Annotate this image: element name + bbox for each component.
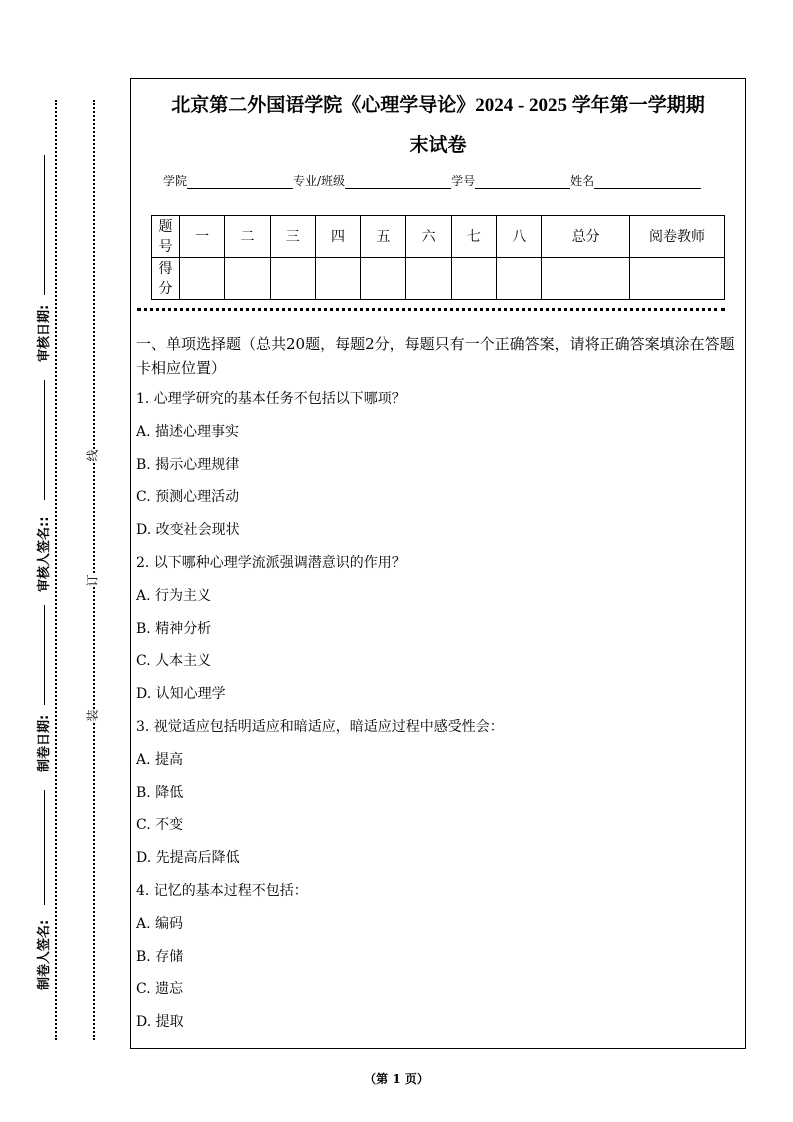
answer-option: B. 降低 — [136, 784, 184, 801]
score-cell[interactable] — [542, 258, 630, 300]
score-cell[interactable] — [451, 258, 496, 300]
answer-option: A. 提高 — [136, 751, 184, 768]
student-id-label: 学号 — [451, 174, 476, 188]
student-id-field[interactable] — [475, 175, 570, 189]
student-info — [163, 172, 701, 189]
reviewer-sign-line — [44, 380, 45, 500]
make-date-line — [44, 605, 45, 705]
answer-option: A. 描述心理事实 — [136, 423, 240, 440]
answer-option: C. 遗忘 — [136, 981, 184, 998]
score-header-cell: 三 — [270, 216, 315, 258]
score-header-cell: 一 — [180, 216, 225, 258]
college-field[interactable] — [187, 175, 293, 189]
score-cell[interactable] — [270, 258, 315, 300]
line-mark: 线 — [85, 449, 100, 462]
score-header-cell: 总分 — [542, 216, 630, 258]
seal-mark: 装 — [85, 709, 100, 722]
answer-option: C. 人本主义 — [136, 653, 212, 670]
name-label: 姓名 — [570, 174, 595, 188]
answer-option: C. 不变 — [136, 817, 184, 834]
maker-sign-label: 制卷人签名: — [37, 919, 52, 990]
score-cell[interactable] — [630, 258, 725, 300]
question-text: 2. 以下哪种心理学流派强调潜意识的作用？ — [136, 555, 406, 571]
score-header-cell: 四 — [315, 216, 360, 258]
name-field[interactable] — [594, 175, 701, 189]
score-cell[interactable] — [180, 258, 225, 300]
maker-sign-line — [44, 790, 45, 905]
review-date-line — [44, 155, 45, 295]
answer-option: A. 编码 — [136, 915, 184, 932]
college-label: 学院 — [163, 174, 188, 188]
score-cell[interactable] — [315, 258, 360, 300]
answer-option: D. 先提高后降低 — [136, 850, 240, 867]
score-header-cell: 八 — [497, 216, 542, 258]
score-cell[interactable] — [406, 258, 451, 300]
score-header-cell: 二 — [225, 216, 270, 258]
score-header-cell: 七 — [451, 216, 496, 258]
score-header-cell: 阅卷教师 — [630, 216, 725, 258]
answer-option: B. 存储 — [136, 948, 184, 965]
make-date-label: 制卷日期: — [37, 714, 52, 772]
answer-option: D. 改变社会现状 — [136, 522, 240, 539]
score-header-cell: 六 — [406, 216, 451, 258]
section-heading: 一、单项选择题（总共20题，每题2分，每题只有一个正确答案，请将正确答案填涂在答题卡相应位置） — [136, 335, 735, 377]
score-cell[interactable] — [497, 258, 542, 300]
score-cell[interactable] — [361, 258, 406, 300]
seal-line-outer — [55, 100, 57, 1040]
question-text: 3. 视觉适应包括明适应和暗适应，暗适应过程中感受性会： — [136, 719, 504, 735]
reviewer-sign-label: 审核人签名:: — [37, 516, 52, 592]
score-table — [151, 215, 725, 300]
answer-option: B. 揭示心理规律 — [136, 456, 240, 473]
score-header-cell: 题号 — [152, 216, 180, 258]
major-field[interactable] — [345, 175, 451, 189]
bind-mark: 订 — [85, 574, 100, 587]
review-date-label: 审核日期: — [37, 304, 52, 362]
seal-line-inner — [93, 100, 95, 1040]
score-header-cell: 五 — [361, 216, 406, 258]
answer-option: D. 认知心理学 — [136, 686, 226, 703]
answer-option: B. 精神分析 — [136, 620, 212, 637]
answer-option: A. 行为主义 — [136, 587, 212, 604]
major-label: 专业/班级 — [293, 174, 346, 188]
answer-option: C. 预测心理活动 — [136, 489, 240, 506]
question-text: 1. 心理学研究的基本任务不包括以下哪项？ — [136, 391, 406, 407]
score-cell[interactable] — [225, 258, 270, 300]
question-text: 4. 记忆的基本过程不包括： — [136, 883, 308, 899]
exam-title: 北京第二外国语学院《心理学导论》2024 - 2025 学年第一学期期 — [171, 95, 705, 116]
exam-title-cont: 末试卷 — [409, 135, 467, 156]
answer-option: D. 提取 — [136, 1014, 184, 1031]
score-row-label: 得分 — [152, 258, 180, 300]
separator — [137, 308, 725, 311]
page-number: （第 1 页） — [364, 1072, 429, 1086]
